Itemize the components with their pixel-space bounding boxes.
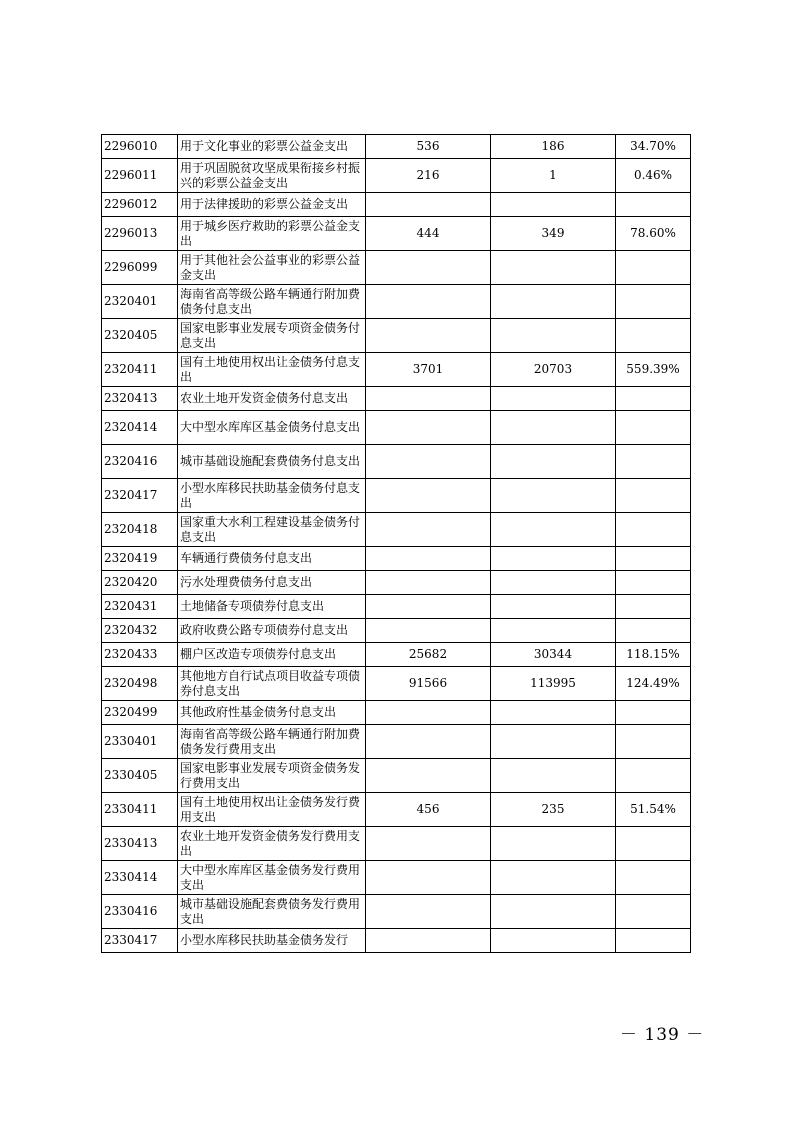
subject-code: 2330414 xyxy=(102,861,178,895)
budget-table-body xyxy=(102,135,691,953)
percent-col xyxy=(616,929,691,953)
value-col-2 xyxy=(491,387,616,411)
value-col-1: 3701 xyxy=(366,353,491,387)
subject-code: 2320420 xyxy=(102,571,178,595)
subject-name: 国家重大水利工程建设基金债务付息支出 xyxy=(178,513,366,547)
table-row xyxy=(102,861,691,895)
subject-name: 用于城乡医疗救助的彩票公益金支出 xyxy=(178,217,366,251)
value-col-1 xyxy=(366,251,491,285)
table-row xyxy=(102,193,691,217)
table-row xyxy=(102,547,691,571)
value-col-1 xyxy=(366,479,491,513)
value-col-2: 235 xyxy=(491,793,616,827)
value-col-2 xyxy=(491,411,616,445)
subject-name: 用于巩固脱贫攻坚成果衔接乡村振兴的彩票公益金支出 xyxy=(178,159,366,193)
subject-code: 2320432 xyxy=(102,619,178,643)
subject-name: 用于法律援助的彩票公益金支出 xyxy=(178,193,366,217)
table-row xyxy=(102,387,691,411)
subject-name: 海南省高等级公路车辆通行附加费债务发行费用支出 xyxy=(178,725,366,759)
percent-col xyxy=(616,411,691,445)
value-col-2 xyxy=(491,929,616,953)
table-row xyxy=(102,643,691,667)
value-col-1 xyxy=(366,445,491,479)
table-row xyxy=(102,929,691,953)
table-row xyxy=(102,667,691,701)
percent-col: 51.54% xyxy=(616,793,691,827)
subject-name: 棚户区改造专项债券付息支出 xyxy=(178,643,366,667)
value-col-2: 1 xyxy=(491,159,616,193)
table-row xyxy=(102,445,691,479)
table-row xyxy=(102,285,691,319)
value-col-1: 444 xyxy=(366,217,491,251)
percent-col xyxy=(616,571,691,595)
table-row xyxy=(102,513,691,547)
value-col-1 xyxy=(366,571,491,595)
value-col-2 xyxy=(491,571,616,595)
subject-code: 2320411 xyxy=(102,353,178,387)
subject-name: 其他地方自行试点项目收益专项债券付息支出 xyxy=(178,667,366,701)
value-col-2 xyxy=(491,759,616,793)
value-col-1 xyxy=(366,285,491,319)
value-col-1 xyxy=(366,193,491,217)
table-row xyxy=(102,827,691,861)
percent-col xyxy=(616,725,691,759)
percent-col: 559.39% xyxy=(616,353,691,387)
value-col-1 xyxy=(366,411,491,445)
table-row xyxy=(102,793,691,827)
percent-col xyxy=(616,861,691,895)
value-col-2 xyxy=(491,251,616,285)
subject-code: 2296012 xyxy=(102,193,178,217)
subject-name: 车辆通行费债务付息支出 xyxy=(178,547,366,571)
table-row xyxy=(102,895,691,929)
table-row xyxy=(102,217,691,251)
value-col-1 xyxy=(366,387,491,411)
subject-name: 小型水库移民扶助基金债务发行 xyxy=(178,929,366,953)
value-col-1 xyxy=(366,861,491,895)
subject-code: 2296011 xyxy=(102,159,178,193)
subject-code: 2320498 xyxy=(102,667,178,701)
value-col-2 xyxy=(491,319,616,353)
subject-code: 2320401 xyxy=(102,285,178,319)
subject-name: 国家电影事业发展专项资金债务发行费用支出 xyxy=(178,759,366,793)
subject-code: 2320431 xyxy=(102,595,178,619)
value-col-2 xyxy=(491,479,616,513)
subject-name: 农业土地开发资金债务付息支出 xyxy=(178,387,366,411)
table-row xyxy=(102,159,691,193)
subject-name: 大中型水库库区基金债务付息支出 xyxy=(178,411,366,445)
value-col-1 xyxy=(366,319,491,353)
subject-code: 2320499 xyxy=(102,701,178,725)
subject-code: 2296013 xyxy=(102,217,178,251)
subject-name: 国家电影事业发展专项资金债务付息支出 xyxy=(178,319,366,353)
subject-name: 国有土地使用权出让金债务付息支出 xyxy=(178,353,366,387)
value-col-2: 186 xyxy=(491,135,616,159)
value-col-2: 349 xyxy=(491,217,616,251)
table-row xyxy=(102,479,691,513)
subject-name: 国有土地使用权出让金债务发行费用支出 xyxy=(178,793,366,827)
percent-col: 124.49% xyxy=(616,667,691,701)
subject-name: 小型水库移民扶助基金债务付息支出 xyxy=(178,479,366,513)
table-row xyxy=(102,135,691,159)
subject-name: 其他政府性基金债务付息支出 xyxy=(178,701,366,725)
percent-col xyxy=(616,387,691,411)
subject-code: 2320419 xyxy=(102,547,178,571)
subject-code: 2296099 xyxy=(102,251,178,285)
value-col-2: 20703 xyxy=(491,353,616,387)
subject-code: 2330401 xyxy=(102,725,178,759)
value-col-2 xyxy=(491,445,616,479)
value-col-1: 456 xyxy=(366,793,491,827)
percent-col: 0.46% xyxy=(616,159,691,193)
percent-col xyxy=(616,827,691,861)
subject-code: 2320433 xyxy=(102,643,178,667)
subject-code: 2320405 xyxy=(102,319,178,353)
value-col-1 xyxy=(366,701,491,725)
subject-code: 2330411 xyxy=(102,793,178,827)
value-col-1 xyxy=(366,595,491,619)
table-row xyxy=(102,595,691,619)
subject-code: 2330405 xyxy=(102,759,178,793)
value-col-2 xyxy=(491,701,616,725)
table-row xyxy=(102,319,691,353)
value-col-1 xyxy=(366,513,491,547)
subject-name: 大中型水库库区基金债务发行费用支出 xyxy=(178,861,366,895)
value-col-2 xyxy=(491,547,616,571)
table-row xyxy=(102,571,691,595)
value-col-2 xyxy=(491,895,616,929)
subject-code: 2320413 xyxy=(102,387,178,411)
subject-code: 2330417 xyxy=(102,929,178,953)
subject-name: 城市基础设施配套费债务发行费用支出 xyxy=(178,895,366,929)
percent-col xyxy=(616,513,691,547)
page-number: － 139 － xyxy=(620,1025,705,1045)
value-col-2 xyxy=(491,595,616,619)
subject-code: 2330416 xyxy=(102,895,178,929)
value-col-2 xyxy=(491,619,616,643)
subject-name: 污水处理费债务付息支出 xyxy=(178,571,366,595)
percent-col xyxy=(616,319,691,353)
subject-code: 2320416 xyxy=(102,445,178,479)
value-col-2: 113995 xyxy=(491,667,616,701)
value-col-1 xyxy=(366,619,491,643)
subject-name: 农业土地开发资金债务发行费用支出 xyxy=(178,827,366,861)
value-col-2: 30344 xyxy=(491,643,616,667)
percent-col: 34.70% xyxy=(616,135,691,159)
subject-name: 用于文化事业的彩票公益金支出 xyxy=(178,135,366,159)
subject-name: 用于其他社会公益事业的彩票公益金支出 xyxy=(178,251,366,285)
value-col-2 xyxy=(491,513,616,547)
table-row xyxy=(102,725,691,759)
percent-col xyxy=(616,547,691,571)
subject-code: 2320418 xyxy=(102,513,178,547)
value-col-2 xyxy=(491,285,616,319)
percent-col xyxy=(616,479,691,513)
subject-code: 2320417 xyxy=(102,479,178,513)
subject-code: 2330413 xyxy=(102,827,178,861)
table-row xyxy=(102,701,691,725)
percent-col xyxy=(616,895,691,929)
subject-name: 土地储备专项债券付息支出 xyxy=(178,595,366,619)
percent-col xyxy=(616,285,691,319)
subject-name: 城市基础设施配套费债务付息支出 xyxy=(178,445,366,479)
percent-col xyxy=(616,595,691,619)
value-col-1: 536 xyxy=(366,135,491,159)
value-col-2 xyxy=(491,861,616,895)
value-col-1: 216 xyxy=(366,159,491,193)
subject-code: 2296010 xyxy=(102,135,178,159)
budget-table xyxy=(101,134,691,953)
value-col-1: 91566 xyxy=(366,667,491,701)
table-row xyxy=(102,411,691,445)
percent-col xyxy=(616,619,691,643)
table-row xyxy=(102,619,691,643)
value-col-1 xyxy=(366,547,491,571)
subject-code: 2320414 xyxy=(102,411,178,445)
value-col-2 xyxy=(491,193,616,217)
subject-name: 政府收费公路专项债券付息支出 xyxy=(178,619,366,643)
value-col-1 xyxy=(366,759,491,793)
percent-col: 118.15% xyxy=(616,643,691,667)
percent-col xyxy=(616,251,691,285)
percent-col xyxy=(616,701,691,725)
percent-col xyxy=(616,193,691,217)
value-col-1 xyxy=(366,929,491,953)
budget-table-container xyxy=(101,134,690,953)
value-col-1 xyxy=(366,895,491,929)
percent-col: 78.60% xyxy=(616,217,691,251)
value-col-2 xyxy=(491,725,616,759)
value-col-1 xyxy=(366,725,491,759)
subject-name: 海南省高等级公路车辆通行附加费债务付息支出 xyxy=(178,285,366,319)
percent-col xyxy=(616,759,691,793)
value-col-1 xyxy=(366,827,491,861)
value-col-2 xyxy=(491,827,616,861)
percent-col xyxy=(616,445,691,479)
table-row xyxy=(102,251,691,285)
value-col-1: 25682 xyxy=(366,643,491,667)
table-row xyxy=(102,353,691,387)
table-row xyxy=(102,759,691,793)
